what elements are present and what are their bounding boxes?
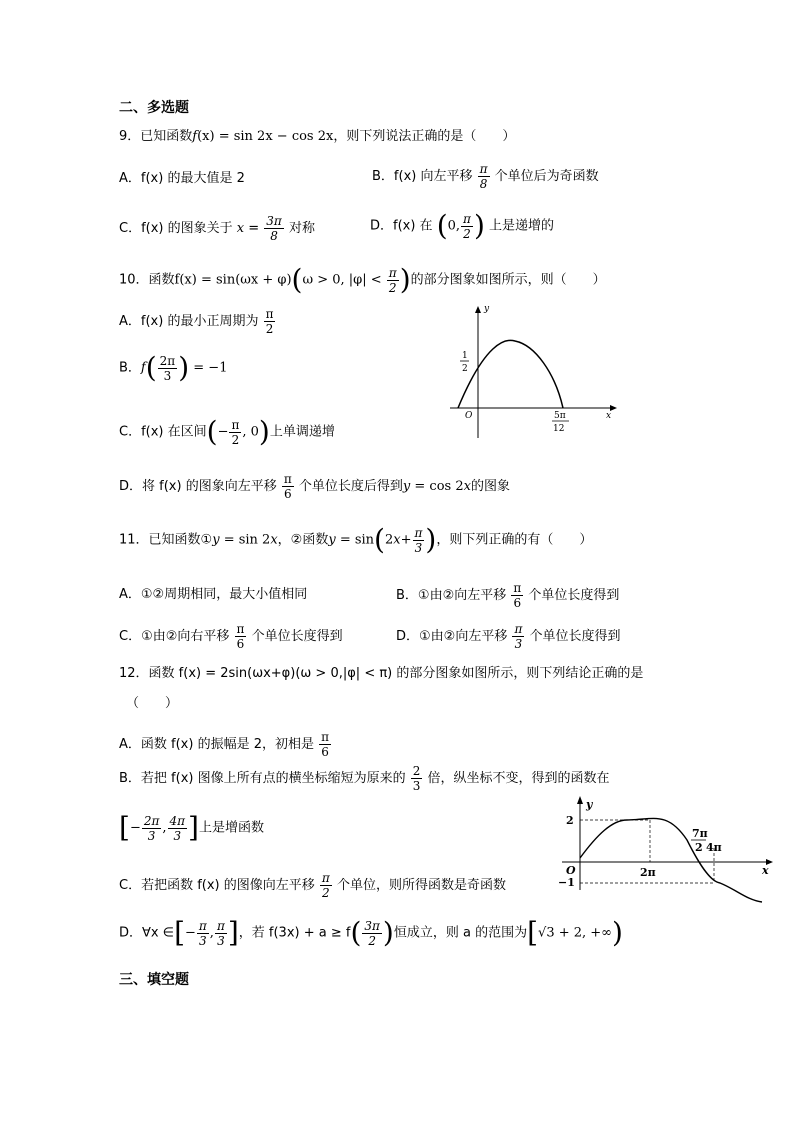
paren-close: ) [612,916,623,949]
paren-open: ( [436,209,448,242]
q11-function-1: y = sin 2x [212,532,278,548]
paren-open: ( [374,523,385,556]
fraction-pi-over-6: $\frac{\pi}{6}$ [283,472,292,501]
q10-option-c [119,415,335,448]
range-value: √3 + 2, +∞ [538,925,613,941]
fraction-4pi-over-3: $\frac{4\pi}{3}$ [169,813,186,843]
q10-option-d-prefix: D．将 f(x) 的图象向左平移 [119,479,277,494]
q9-function: f [192,129,198,144]
interval-end: , 0 [242,424,259,440]
minus-sign: − [129,820,141,836]
section-heading-multiple-choice: 二、多选题 [119,100,189,116]
q10-option-b-label: B． [119,360,141,376]
q11-stem-prefix: 11．已知函数① [119,532,213,548]
fraction-2pi-over-3: $\frac{2\pi}{3}$ [159,353,176,383]
fraction-pi-over-3: $\frac{\pi}{3}$ [216,918,225,948]
comma: , [209,925,214,941]
q12-option-a-prefix: A．函数 f(x) 的振幅是 2，初相是 [119,737,314,752]
q9-option-d [370,209,555,242]
fraction-pi-over-3: $\frac{\pi}{3}$ [198,918,207,948]
y-axis-arrow [577,796,583,804]
y-axis-arrow [475,306,481,313]
q10-option-b [119,351,228,384]
fraction-pi-over-8: $\frac{\pi}{8}$ [479,162,488,191]
fraction-2-over-3: $\frac{2}{3}$ [412,764,421,793]
q9-option-c: C．f(x) 的图象关于 x = $\frac{3\pi}{8}$ 对称 [119,214,315,243]
q10-graph [445,303,620,443]
q11-option-d [396,623,621,650]
q10-option-c-prefix: C．f(x) 在区间 [119,424,207,440]
y-label: y [586,798,593,811]
fraction-pi-over-2: $\frac{\pi}{2}$ [321,871,330,900]
paren-close: ) [258,415,270,448]
interval-zero: 0, [447,218,461,234]
tick-1: 1 [462,351,468,361]
q9-option-b-prefix: B．f(x) 向左平移 [372,169,473,184]
paren-open: ( [291,263,303,296]
fraction-pi-over-2: $\frac{\pi}{2}$ [463,211,471,241]
comma: , [162,820,167,836]
q11-stem-mid: ，②函数 [277,532,329,548]
q12-paren: （ ） [126,696,179,711]
q9-option-d-suffix: 上是递增的 [489,218,555,234]
fraction-3pi-over-8: $\frac{3\pi}{8}$ [266,214,282,243]
q12-option-b-suffix: 倍，纵坐标不变，得到的函数在 [427,771,610,786]
q12-option-d-prefix: D．∀x ∈ [119,925,175,941]
tick-4pi: 4π [706,841,722,854]
paren-open: ( [145,351,157,384]
tick-2: 2 [462,364,468,374]
q10-stem-suffix: 的部分图象如图所示，则（ ） [410,272,606,288]
fraction-pi-over-6: $\frac{\pi}{6}$ [513,581,522,610]
q10-stem [119,263,606,296]
q9-option-c-x: x [236,221,245,236]
q11-option-b-suffix: 个单位长度得到 [528,588,620,603]
x-label: x [762,864,769,877]
q12-option-b [119,765,610,792]
q11-stem [119,523,593,556]
tick-minus-1: −1 [558,876,575,889]
fraction-pi-over-6: $\frac{\pi}{6}$ [321,730,330,759]
q12-option-d-mid1: ，若 f(3x) + a ≥ f [238,925,351,941]
q12-option-b-line2-text: 上是增函数 [198,820,264,836]
q11-option-a: A．①②周期相同，最大小值相同 [119,587,308,602]
q11-option-c-prefix: C．①由②向右平移 [119,629,230,644]
fraction-pi-over-3: $\frac{\pi}{3}$ [514,622,523,651]
q9-option-d-prefix: D．f(x) 在 [370,218,433,234]
minus-sign: − [217,424,229,440]
bracket-open: [ [119,811,130,844]
fraction-3pi-over-2: $\frac{3\pi}{2}$ [364,918,380,948]
q12-option-b-prefix: B．若把 f(x) 图像上所有点的横坐标缩短为原来的 [119,771,406,786]
q10-option-d-mid: 个单位长度后得到 [298,479,403,494]
x-label: x [606,411,612,421]
origin-label: O [566,864,576,877]
q9-function-body: (x) = sin 2x − cos 2x [197,129,334,144]
q12-graph [552,790,777,910]
q10-option-d-suffix: 的图象 [470,479,510,494]
q11-function-2: y = sin [328,532,375,548]
fraction-pi-over-6: $\frac{\pi}{6}$ [236,622,245,651]
q11-option-d-suffix: 个单位长度得到 [529,629,621,644]
bracket-open: [ [174,916,185,949]
q10-condition: ω > 0, |φ| < [302,272,386,288]
q12-option-c-suffix: 个单位，则所得函数是奇函数 [336,878,506,893]
q12-option-c-prefix: C．若把函数 f(x) 的图像向左平移 [119,878,315,893]
q10-function: f(x) = sin(ωx + φ) [174,272,292,288]
q10-option-c-suffix: 上单调递增 [269,424,335,440]
tick-12: 12 [553,424,565,434]
q10-option-a [119,308,276,335]
q9-stem [119,130,515,143]
bracket-close: ] [227,916,239,949]
q9-stem-prefix: 9．已知函数 [119,129,193,144]
tick-2pi: 2π [640,866,656,879]
q11-option-d-prefix: D．①由②向左平移 [396,629,508,644]
sine-curve [458,340,563,408]
q11-arg: 2x+ [384,532,412,548]
paren-open: ( [206,415,218,448]
q11-option-c [119,623,343,650]
fraction-pi-over-2: $\frac{\pi}{2}$ [231,417,240,447]
paren-close: ) [473,209,485,242]
fraction-2pi-over-3: $\frac{2\pi}{3}$ [143,813,160,843]
q9-option-b [372,163,599,190]
q9-option-b-suffix: 个单位后为奇函数 [494,169,599,184]
q10-option-a-text: A．f(x) 的最小正周期为 [119,314,259,329]
q12-option-b-line2 [119,811,264,844]
q11-option-b-prefix: B．①由②向左平移 [396,588,507,603]
q9-stem-suffix: ，则下列说法正确的是（ ） [333,129,516,144]
paren-close: ) [399,263,411,296]
paren-close: ) [382,916,394,949]
q9-option-c-suffix: 对称 [288,221,315,236]
q12-option-a [119,731,332,758]
origin-label: O [465,411,473,421]
paren-close: ) [425,523,437,556]
minus-sign: − [185,925,196,941]
q12-stem: 12．函数 f(x) = 2sin(ωx+φ)(ω > 0,|φ| < π) 的部分图象如图所示，则下列结论正确的是 [119,666,644,681]
q10-option-d [119,473,510,500]
fraction-pi-over-2: $\frac{\pi}{2}$ [265,307,274,336]
fraction-pi-over-2: $\frac{\pi}{2}$ [388,265,397,295]
tick-7pi: 7π [692,827,708,840]
tick-5pi: 5π [554,411,566,421]
q12-option-d [119,916,623,949]
sine-curve [580,818,762,902]
f-symbol: f [140,360,146,376]
q9-option-c-prefix: C．f(x) 的图象关于 [119,221,233,236]
q11-stem-suffix: ，则下列正确的有（ ） [436,532,593,548]
tick-2: 2 [566,814,574,827]
tick-2-denominator: 2 [695,841,703,854]
q10-option-d-function: y = cos 2x [402,479,471,494]
q11-option-b [396,582,619,609]
q11-option-c-suffix: 个单位长度得到 [251,629,343,644]
q12-option-d-mid2: 恒成立，则 a 的范围为 [393,925,528,941]
q12-option-c [119,872,506,899]
paren-open: ( [350,916,362,949]
y-label: y [484,304,490,314]
bracket-close: ] [188,811,199,844]
section-heading-fill-in: 三、填空题 [119,972,189,988]
fraction-pi-over-3: $\frac{\pi}{3}$ [414,525,423,555]
q10-option-b-value: = −1 [189,360,228,376]
q9-option-a: A．f(x) 的最大值是 2 [119,171,245,186]
bracket-open: [ [527,916,539,949]
curve-helper [580,816,762,902]
q10-stem-prefix: 10．函数 [119,272,175,288]
paren-close: ) [178,351,190,384]
